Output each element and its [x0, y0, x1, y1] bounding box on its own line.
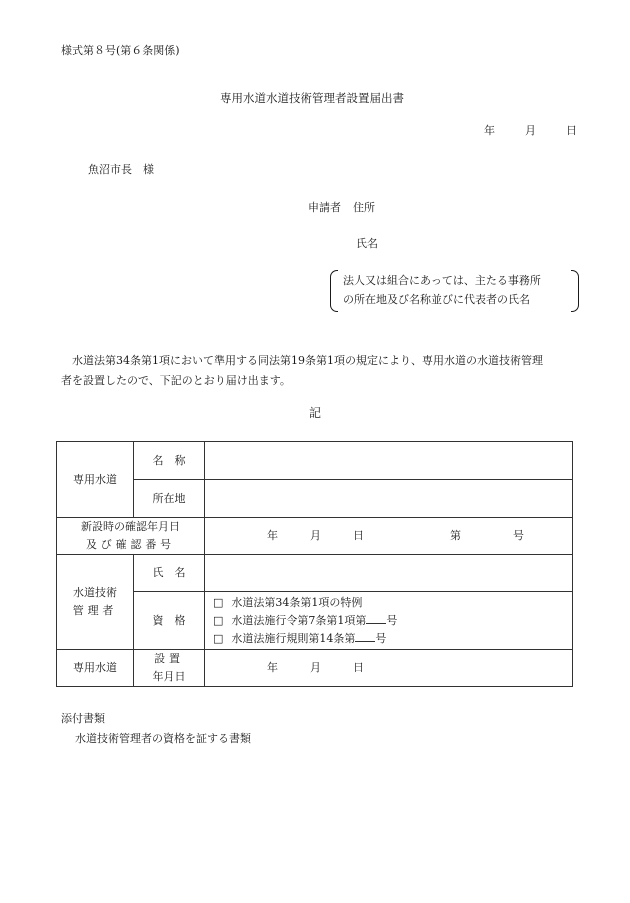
date-day: 日	[566, 124, 577, 137]
confirm-date-label	[57, 518, 205, 555]
install-line2: 年月日	[152, 670, 186, 683]
blank-underline[interactable]	[366, 613, 386, 624]
applicant-name-label: 氏名	[356, 237, 378, 250]
checkbox-icon[interactable]: □	[213, 631, 224, 645]
manager-name-field[interactable]	[205, 555, 573, 592]
install-date-label	[134, 650, 205, 687]
confirm-date-field[interactable]	[205, 518, 573, 555]
qualification-option-2[interactable]: □ 水道法施行令第7条第1項第 号	[213, 613, 398, 627]
attachment-item-1: 水道技術管理者の資格を証する書類	[75, 732, 251, 745]
corporate-note-line1: 法人又は組合にあっては、主たる事務所	[343, 274, 541, 287]
confirm-go: 号	[513, 529, 524, 543]
addressee: 魚沼市長 様	[88, 163, 154, 176]
private-water-label: 専用水道	[57, 442, 134, 518]
install-line1: 設置	[154, 652, 184, 666]
corporate-note-line2: の所在地及び名称並びに代表者の氏名	[343, 293, 530, 306]
notification-table	[56, 441, 573, 687]
attachments-heading: 添付書類	[61, 712, 105, 725]
qualification-label: 資格	[134, 592, 205, 650]
note-bracket-right	[571, 270, 579, 312]
install-year: 年	[267, 661, 278, 675]
install-day: 日	[353, 661, 364, 675]
checkbox-icon[interactable]: □	[213, 595, 224, 609]
location-label: 所在地	[134, 480, 205, 518]
private-water-label-2: 専用水道	[57, 650, 134, 687]
blank-underline[interactable]	[355, 631, 375, 642]
date-month: 月	[525, 124, 536, 137]
address-label: 住所	[353, 201, 375, 214]
name-label-cell: 名称	[134, 442, 205, 480]
confirm-date-line2: 及び確認番号	[85, 538, 176, 551]
body-line1: 水道法第34条第1項において準用する同法第19条第1項の規定により、専用水道の水道技術管理	[72, 354, 543, 367]
location-field[interactable]	[205, 480, 573, 518]
install-date-field[interactable]	[205, 650, 573, 687]
qualification-option-1[interactable]: □ 水道法第34条第1項の特例	[213, 595, 363, 609]
confirm-day: 日	[353, 529, 364, 543]
confirm-dai: 第	[450, 529, 461, 543]
qualification-options	[205, 592, 573, 650]
confirm-month: 月	[310, 529, 321, 543]
manager-label	[57, 555, 134, 650]
person-name-label: 氏名	[134, 555, 205, 592]
form-number: 様式第８号(第６条関係)	[61, 44, 180, 57]
facility-name-field[interactable]	[205, 442, 573, 480]
form-title: 専用水道水道技術管理者設置届出書	[220, 91, 404, 105]
body-line2: 者を設置したので、下記のとおり届け出ます。	[61, 374, 291, 387]
checkbox-icon[interactable]: □	[213, 613, 224, 627]
confirm-date-line1: 新設時の確認年月日	[81, 520, 180, 534]
applicant-address	[308, 201, 375, 214]
ki-heading: 記	[309, 406, 322, 420]
qualification-option-3[interactable]: □ 水道法施行規則第14条第 号	[213, 631, 387, 645]
date-year: 年	[484, 124, 495, 137]
submission-date	[484, 124, 577, 137]
note-bracket-left	[330, 270, 338, 312]
body-paragraph	[61, 351, 576, 391]
manager-line2: 管理者	[72, 604, 118, 617]
confirm-year: 年	[267, 529, 278, 543]
manager-line1: 水道技術	[73, 586, 117, 600]
install-month: 月	[310, 661, 321, 675]
applicant-label: 申請者	[308, 201, 341, 214]
